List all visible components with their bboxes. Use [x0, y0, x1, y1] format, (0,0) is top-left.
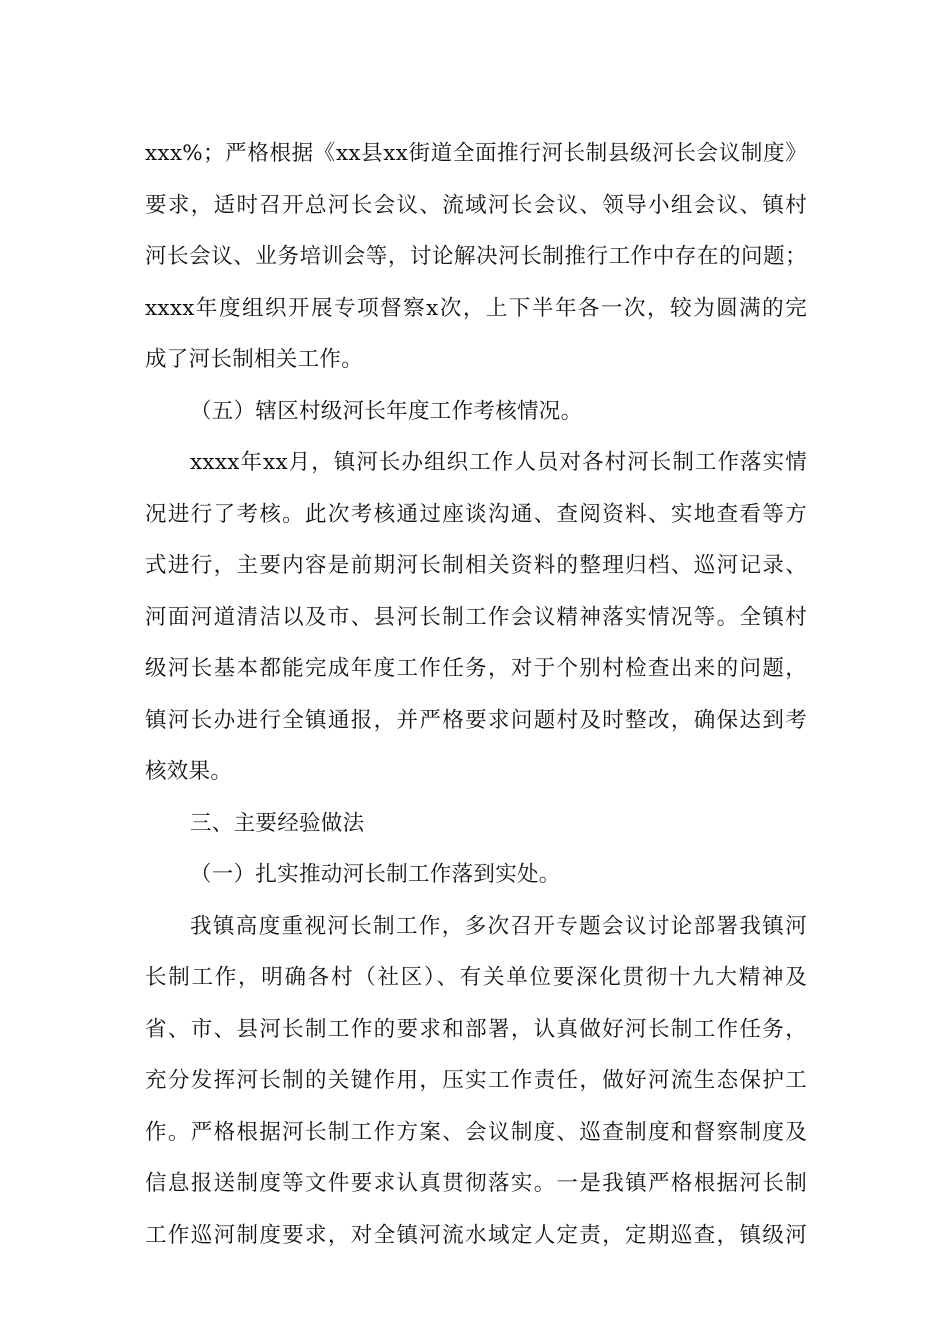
paragraph-line: 信息报送制度等文件要求认真贯彻落实。一是我镇严格根据河长制 — [145, 1171, 807, 1196]
paragraph-line: 况进行了考核。此次考核通过座谈沟通、查阅资料、实地查看等方 — [145, 501, 807, 527]
paragraph-line: 河面河道清洁以及市、县河长制工作会议精神落实情况等。全镇村 — [145, 604, 807, 630]
section-heading-1: （一）扎实推动河长制工作落到实处。 — [190, 862, 561, 887]
paragraph-line: 作。严格根据河长制工作方案、会议制度、巡查制度和督察制度及 — [145, 1119, 807, 1145]
paragraph-line: 充分发挥河长制的关键作用，压实工作责任，做好河流生态保护工 — [145, 1068, 807, 1093]
section-heading-3: 三、主要经验做法 — [190, 810, 365, 836]
paragraph-line: 长制工作，明确各村（社区）、有关单位要深化贯彻十九大精神及 — [145, 965, 807, 990]
paragraph-line: 省、市、县河长制工作的要求和部署，认真做好河长制工作任务， — [145, 1016, 807, 1042]
paragraph-line: 成了河长制相关工作。 — [145, 347, 364, 372]
paragraph-line: 镇河长办进行全镇通报，并严格要求问题村及时整改，确保达到考 — [145, 707, 807, 733]
section-heading-5: （五）辖区村级河长年度工作考核情况。 — [190, 398, 583, 424]
paragraph-line: 级河长基本都能完成年度工作任务，对于个别村检查出来的问题， — [145, 656, 807, 681]
paragraph-line: 河长会议、业务培训会等，讨论解决河长制推行工作中存在的问题； — [145, 244, 807, 269]
paragraph-line: 工作巡河制度要求，对全镇河流水域定人定责，定期巡查，镇级河 — [145, 1222, 807, 1248]
paragraph-line: 核效果。 — [145, 759, 233, 784]
paragraph-line: 要求，适时召开总河长会议、流域河长会议、领导小组会议、镇村 — [145, 192, 807, 218]
paragraph-line: xxx%；严格根据《xx县xx街道全面推行河长制县级河长会议制度》 — [145, 141, 807, 166]
document-body — [145, 128, 807, 1261]
paragraph-line: xxxx年xx月，镇河长办组织工作人员对各村河长制工作落实情 — [190, 450, 807, 475]
paragraph-line: 式进行，主要内容是前期河长制相关资料的整理归档、巡河记录、 — [145, 553, 807, 578]
paragraph-line: xxxx年度组织开展专项督察x次，上下半年各一次，较为圆满的完 — [145, 295, 807, 321]
paragraph-line: 我镇高度重视河长制工作，多次召开专题会议讨论部署我镇河 — [190, 913, 807, 939]
